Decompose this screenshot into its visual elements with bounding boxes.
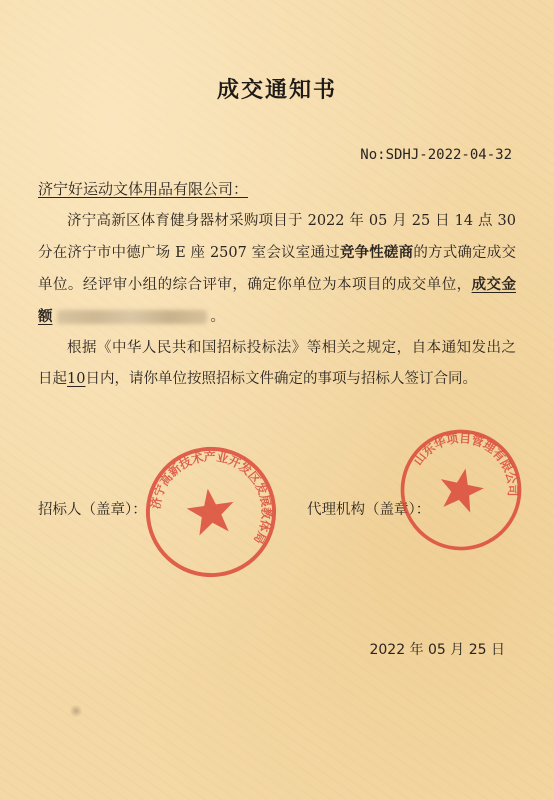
ink-smudge <box>70 704 82 718</box>
paragraph-contract-text-2: 日内，请你单位按照招标文件确定的事项与招标人签订合同。 <box>85 371 477 387</box>
tenderer-signature-label: 招标人（盖章）： <box>38 502 147 518</box>
tenderer-seal-text: 济宁高新技术产业开发区发展教体局 <box>148 449 274 547</box>
body-text <box>38 206 516 395</box>
redacted-amount <box>57 310 207 324</box>
tenderer-seal <box>133 434 289 590</box>
addressee: 济宁好运动文体用品有限公司： <box>38 180 249 198</box>
procurement-method: 竞争性磋商 <box>339 244 414 261</box>
paragraph-award-text-1: 济宁高新区体育健身器材采购项目于 2022 年 05 月 25 日 14 点 30 分在济宁市中德广场 E 座 2507 室会议室通过 <box>38 213 516 261</box>
agency-seal-text: 山东华项目管理有限公司 <box>410 431 520 497</box>
agency-signature-label: 代理机构（盖章）： <box>307 502 431 518</box>
page-title: 成交通知书 <box>216 78 337 103</box>
award-amount-label: 成交金额 <box>38 276 516 325</box>
paragraph-award-text-3: 。 <box>210 309 225 325</box>
issue-date: 2022 年 05 月 25 日 <box>369 642 505 658</box>
document-number: No:SDHJ-2022-04-32 <box>360 147 512 163</box>
paragraph-contract <box>38 333 516 395</box>
agency-seal <box>385 414 537 566</box>
paragraph-award <box>38 206 516 333</box>
contract-days: 10 <box>67 371 86 387</box>
paragraph-award-text-2: 的方式确定成交单位。经评审小组的综合评审，确定你单位为本项目的成交单位， <box>38 245 517 293</box>
paragraph-contract-text-1: 根据《中华人民共和国招标投标法》等相关之规定，自本通知发出之日起 <box>38 340 516 387</box>
